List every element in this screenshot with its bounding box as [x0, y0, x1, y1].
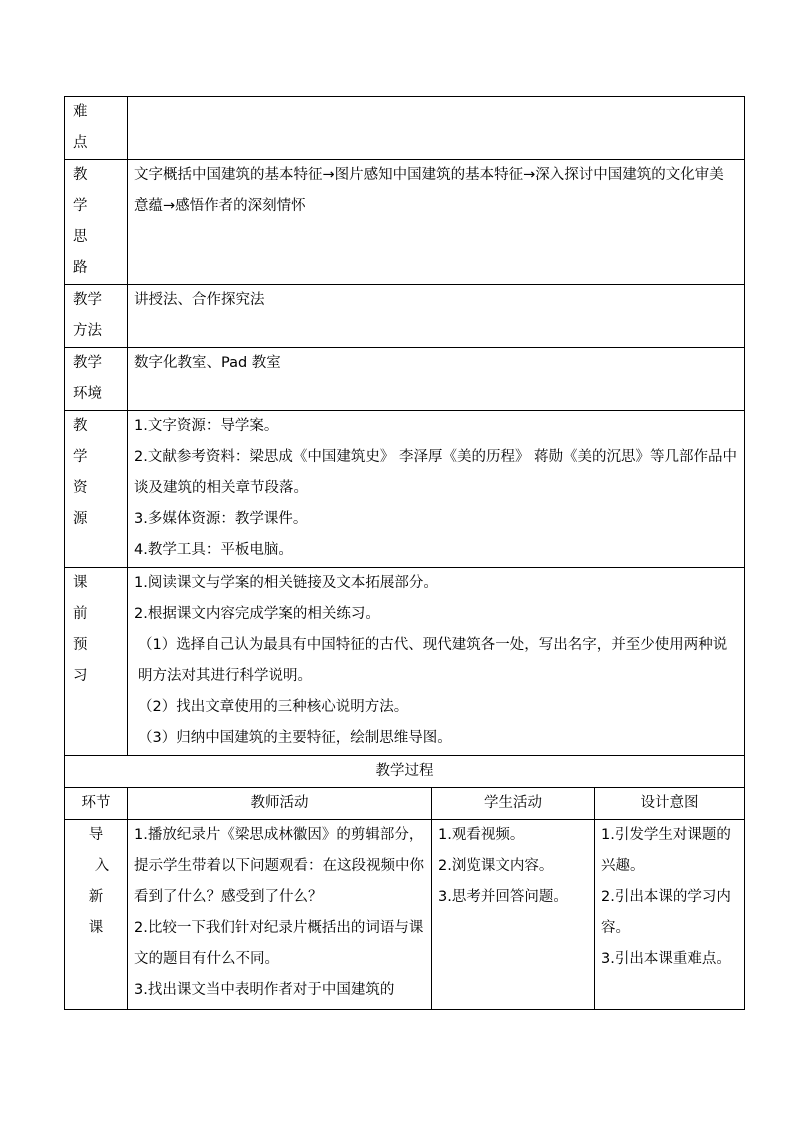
- label-teaching-method: 教学 方法: [65, 285, 128, 348]
- content-difficulty: [128, 97, 745, 160]
- list-item: 1.阅读课文与学案的相关链接及文本拓展部分。: [134, 575, 438, 591]
- label-pre-class-preview: 课 前 预 习: [65, 568, 128, 756]
- stage-intro-new-lesson: 导 入 新 课: [65, 820, 128, 1010]
- content-teaching-environment: 数字化教室、Pad 教室: [128, 348, 745, 411]
- design-intent-cell: [595, 820, 745, 1010]
- label-difficulty: 难 点: [65, 97, 128, 160]
- list-item: 1.文字资源：导学案。: [134, 418, 279, 434]
- list-item: 2.文献参考资料：梁思成《中国建筑史》 李泽厚《美的历程》 蒋勋《美的沉思》等几部作品中谈及建筑的相关章节段落。: [134, 449, 738, 496]
- lesson-plan-table: [64, 96, 745, 1010]
- list-item: （1）选择自己认为最具有中国特征的古代、现代建筑各一处，写出名字，并至少使用两种说明方法对其进行科学说明。: [138, 637, 728, 684]
- row-teaching-resources: [65, 411, 745, 568]
- label-teaching-environment: 教学 环境: [65, 348, 128, 411]
- header-teacher-activity: 教师活动: [128, 788, 432, 820]
- row-intro-new-lesson: [65, 820, 745, 1010]
- list-item: 2.引出本课的学习内容。: [601, 889, 731, 936]
- lesson-plan-document: [64, 96, 744, 1008]
- list-item: 3.找出课文当中表明作者对于中国建筑的: [134, 982, 395, 998]
- label-teaching-resources: 教 学 资 源: [65, 411, 128, 568]
- list-item: 2.浏览课文内容。: [438, 858, 554, 874]
- header-stage: 环节: [65, 788, 128, 820]
- row-process-title: [65, 756, 745, 788]
- teacher-activity-cell: [128, 820, 432, 1010]
- process-title: 教学过程: [65, 756, 745, 788]
- row-difficulty: [65, 97, 745, 160]
- row-teaching-thinking: [65, 160, 745, 285]
- content-teaching-thinking: 文字概括中国建筑的基本特征→图片感知中国建筑的基本特征→深入探讨中国建筑的文化审美意蕴→感悟作者的深刻情怀: [128, 160, 745, 285]
- row-pre-class-preview: [65, 568, 745, 756]
- list-item: 1.观看视频。: [438, 827, 525, 843]
- list-item: 3.引出本课重难点。: [601, 951, 731, 967]
- list-item: 2.根据课文内容完成学案的相关练习。: [134, 606, 380, 622]
- list-item: 4.教学工具：平板电脑。: [134, 542, 293, 558]
- content-teaching-resources: [128, 411, 745, 568]
- list-item: 1.播放纪录片《梁思成林徽因》的剪辑部分，提示学生带着以下问题观看：在这段视频中你看到了什么？感受到了什么？: [134, 827, 424, 905]
- list-item: （3）归纳中国建筑的主要特征，绘制思维导图。: [138, 730, 452, 746]
- header-student-activity: 学生活动: [432, 788, 595, 820]
- label-teaching-thinking: 教 学 思 路: [65, 160, 128, 285]
- row-teaching-method: [65, 285, 745, 348]
- header-design-intent: 设计意图: [595, 788, 745, 820]
- list-item: （2）找出文章使用的三种核心说明方法。: [138, 699, 409, 715]
- list-item: 2.比较一下我们针对纪录片概括出的词语与课文的题目有什么不同。: [134, 920, 424, 967]
- content-teaching-method: 讲授法、合作探究法: [128, 285, 745, 348]
- list-item: 3.思考并回答问题。: [438, 889, 568, 905]
- student-activity-cell: [432, 820, 595, 1010]
- row-teaching-environment: [65, 348, 745, 411]
- content-pre-class-preview: [128, 568, 745, 756]
- list-item: 1.引发学生对课题的兴趣。: [601, 827, 731, 874]
- list-item: 3.多媒体资源：教学课件。: [134, 511, 308, 527]
- row-process-headers: [65, 788, 745, 820]
